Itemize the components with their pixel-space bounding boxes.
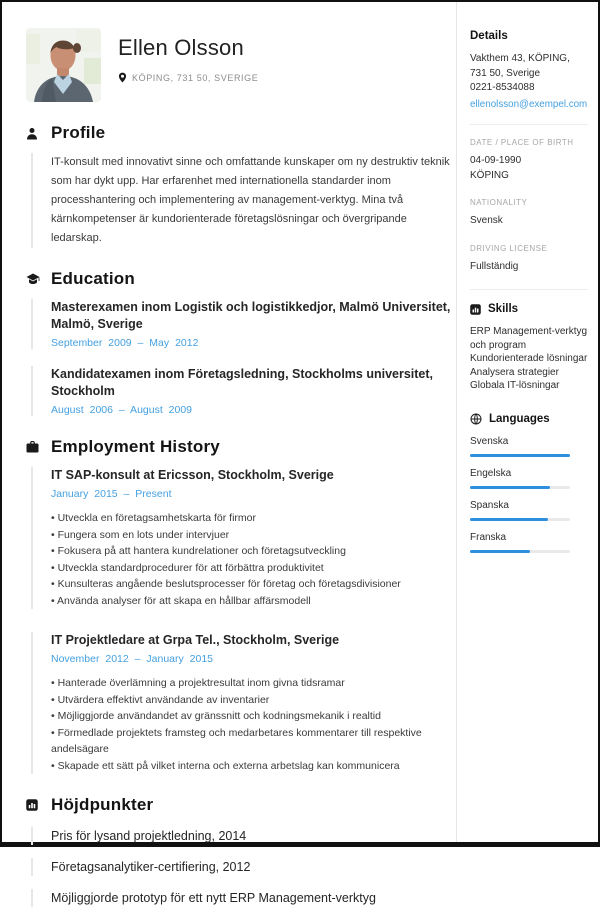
- language-name: Engelska: [470, 467, 512, 479]
- nationality-group: [470, 198, 588, 229]
- resume-main-column: [2, 2, 456, 905]
- skill-item: Kundorienterade lösningar: [470, 353, 588, 364]
- job-title: IT Projektledare at Grpa Tel., Stockholm, Sverige: [51, 633, 340, 647]
- employment-job: [31, 632, 455, 774]
- language-level-bar: [470, 486, 550, 489]
- education-section-head: [26, 269, 456, 289]
- section-employment: [26, 437, 456, 774]
- education-degree: Masterexamen inom Logistik och logistikkedjor, Malmö Universitet, Malmö, Sverige: [51, 300, 451, 331]
- skills-title: Skills: [488, 303, 519, 315]
- language-level-bar: [470, 550, 530, 553]
- briefcase-icon: [26, 441, 51, 453]
- profile-photo: [26, 28, 101, 102]
- birth-values: [470, 154, 588, 183]
- sidebar-divider: [470, 289, 588, 290]
- skill-item: ERP Management-verktyg och program: [470, 326, 588, 351]
- bar-chart-icon: [26, 799, 51, 811]
- location-row: [118, 72, 258, 83]
- birth-date: 04-09-1990: [470, 155, 522, 166]
- highlight-item: Pris för lysand projektledning, 2014: [31, 827, 456, 845]
- skill-item: Globala IT-lösningar: [470, 380, 560, 391]
- graduation-cap-icon: [26, 273, 51, 285]
- job-bullet: • Hanterade överlämning a projektresultat inom givna tidsramar: [51, 675, 455, 692]
- skills-head: [470, 303, 588, 315]
- language-level-track: [470, 550, 570, 553]
- sidebar-divider: [470, 124, 588, 125]
- person-icon: [26, 127, 51, 140]
- education-title: Education: [51, 269, 135, 288]
- details-title: Details: [470, 30, 508, 42]
- globe-icon: [470, 413, 482, 425]
- job-bullet: • Utvärdera effektivt användande av inventarier: [51, 692, 455, 709]
- employment-title: Employment History: [51, 437, 220, 456]
- candidate-location: KÖPING, 731 50, SVERIGE: [132, 72, 259, 83]
- job-bullet: • Förmedlade projektets framsteg och medarbetares kommentarer till respektive andelsägare: [51, 725, 455, 758]
- language-name: Franska: [470, 531, 507, 543]
- language-item: [470, 468, 588, 489]
- highlights-title: Höjdpunkter: [51, 795, 154, 814]
- profile-title: Profile: [51, 123, 106, 142]
- language-level-track: [470, 454, 570, 457]
- candidate-name: Ellen Olsson: [118, 35, 244, 60]
- address-line: Vakthem 43, KÖPING,: [470, 53, 570, 64]
- highlight-item: Företagsanalytiker-certifiering, 2012: [31, 858, 456, 876]
- language-name: Svenska: [470, 435, 509, 447]
- email-link[interactable]: ellenolsson@exempel.com: [470, 98, 588, 110]
- languages-title: Languages: [489, 412, 550, 425]
- birth-label: DATE / PLACE OF BIRTH: [470, 138, 574, 147]
- language-item: [470, 436, 588, 457]
- job-bullets: [51, 510, 455, 609]
- languages-list: [470, 436, 588, 553]
- employment-section-head: [26, 437, 456, 457]
- profile-photo-illustration: [26, 28, 101, 102]
- section-profile: [26, 123, 456, 248]
- location-pin-icon: [118, 72, 127, 83]
- job-bullet: • Utveckla standardprocedurer för att förbättra produktivitet: [51, 560, 455, 577]
- language-level-bar: [470, 518, 548, 521]
- phone-number: 0221-8534088: [470, 82, 535, 93]
- job-dates: January 2015 – Present: [51, 488, 172, 500]
- language-item: [470, 500, 588, 521]
- resume-header: [26, 28, 456, 102]
- languages-head: [470, 413, 588, 425]
- job-bullets: [51, 675, 455, 774]
- job-title: IT SAP-konsult at Ericsson, Stockholm, Sverige: [51, 468, 334, 482]
- education-degree: Kandidatexamen inom Företagsledning, Stockholms universitet, Stockholm: [51, 367, 434, 398]
- section-highlights: [26, 795, 456, 907]
- nationality-label: NATIONALITY: [470, 198, 528, 207]
- header-text: [118, 28, 258, 102]
- driving-license-value: Fullständig: [470, 260, 519, 272]
- highlights-body: [26, 827, 456, 907]
- job-bullet: • Fokusera på att hantera kundrelationer och företagsutveckling: [51, 543, 455, 560]
- language-level-bar: [470, 454, 570, 457]
- education-body: [26, 299, 456, 416]
- education-item: [31, 299, 455, 349]
- employment-job: [31, 467, 455, 609]
- address-line: 731 50, Sverige: [470, 67, 541, 79]
- job-bullet: • Kunsulteras angående beslutsprocesser för företag och företagsdivisioner: [51, 576, 455, 593]
- job-bullet: • Utveckla en företagsamhetskarta för firmor: [51, 510, 455, 527]
- language-item: [470, 532, 588, 553]
- driving-license-group: [470, 244, 588, 275]
- nationality-value: Svensk: [470, 215, 503, 226]
- birth-group: [470, 138, 588, 183]
- skills-list: [470, 325, 588, 393]
- job-dates: November 2012 – January 2015: [51, 653, 214, 665]
- language-level-track: [470, 486, 570, 489]
- education-dates: September 2009 – May 2012: [51, 337, 199, 349]
- resume-sidebar: [456, 2, 598, 842]
- profile-text: IT-konsult med innovativt sinne och omfattande kunskaper om ny destruktiv teknik som har dykt upp. Har erfarenhet med internationella standarder inom processhantering och implementering av management-verktyg. Mina två kärnkompetenser är kundorienterade företagslösningar och övergripande ledarskap.: [51, 156, 450, 244]
- language-level-track: [470, 518, 570, 521]
- education-item: [31, 366, 455, 416]
- birth-place: KÖPING: [470, 169, 509, 181]
- job-bullet: • Skapade ett sätt på vilket interna och externa arbetslag kan kommunicera: [51, 758, 455, 775]
- skills-chart-icon: [470, 304, 481, 315]
- job-bullet: • Fungera som en lots under intervjuer: [51, 527, 455, 544]
- highlight-item: Möjliggjorde prototyp för ett nytt ERP Management-verktyg: [31, 889, 456, 907]
- job-bullet: • Använda analyser för att skapa en hållbar affärsmodell: [51, 593, 455, 610]
- employment-body: [26, 467, 456, 774]
- driving-license-label: DRIVING LICENSE: [470, 243, 548, 253]
- highlights-section-head: [26, 795, 456, 815]
- profile-body: [31, 153, 455, 248]
- skill-item: Analysera strategier: [470, 366, 559, 378]
- education-dates: August 2006 – August 2009: [51, 404, 193, 416]
- details-address: [470, 52, 588, 112]
- section-education: [26, 269, 456, 416]
- profile-section-head: [26, 123, 456, 143]
- job-bullet: • Möjliggjorde användandet av gränssnitt och kodningsmekanik i realtid: [51, 708, 455, 725]
- language-name: Spanska: [470, 499, 509, 511]
